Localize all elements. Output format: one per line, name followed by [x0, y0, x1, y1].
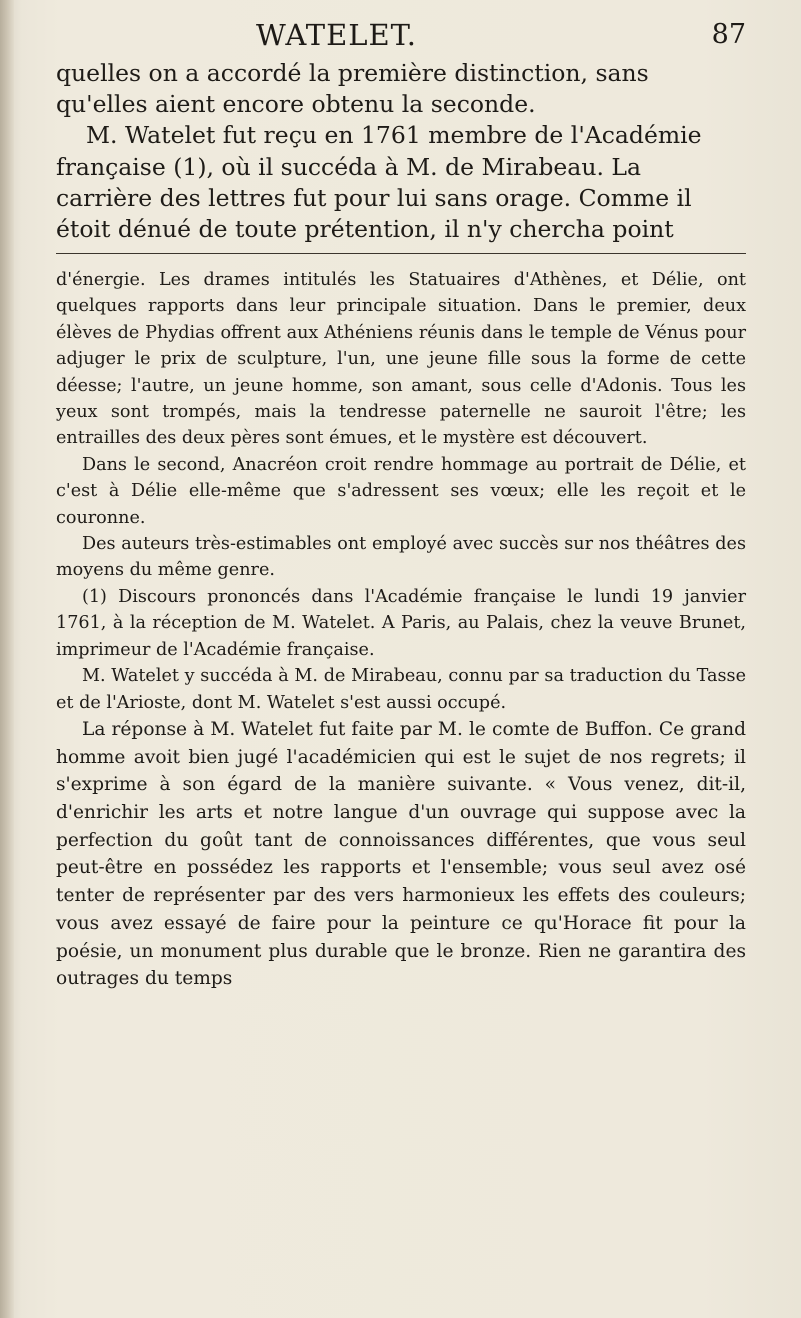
main-line: M. Watelet fut reçu en 1761 membre de l'Académie	[86, 121, 702, 150]
note-paragraph: Des auteurs très-estimables ont employé avec succès sur nos théâtres des moyens du même genre.	[56, 534, 746, 581]
footnote-paragraph: La réponse à M. Watelet fut faite par M. le comte de Buffon. Ce grand homme avoit bien jugé l'académicien qui est le sujet de nos regrets; il s'exprime à son égard de la manière suivante. « Vous venez, dit-il, d'enrichir les arts et notre langue d'un ouvrage qui suppose avec la perfection du goût tant de connoissances différentes, que vous seul peut-être en possédez les rapports et l'ensemble; vous seul avez osé tenter de représenter par des vers harmonieux les effets des couleurs; vous avez essayé de faire pour la peinture ce qu'Horace fit pour la poésie, un monument plus durable que le bronze. Rien ne garantira des outrages du temps	[56, 718, 746, 990]
footnote-paragraph: (1) Discours prononcés dans l'Académie française le lundi 19 janvier 1761, à la réception de M. Watelet. A Paris, au Palais, chez la veuve Brunet, imprimeur de l'Académie française.	[56, 586, 746, 660]
footnote-paragraph: M. Watelet y succéda à M. de Mirabeau, connu par sa traduction du Tasse et de l'Arioste, dont M. Watelet s'est aussi occupé.	[56, 666, 746, 713]
main-line: qu'elles aient encore obtenu la seconde.	[56, 90, 536, 119]
note-paragraph: d'énergie. Les drames intitulés les Statuaires d'Athènes, et Délie, ont quelques rapports dans leur principale situation. Dans le premier, deux élèves de Phydias offrent aux Athéniens réunis dans le temple de Vénus pour adjuger le prix de sculpture, l'un, une jeune fille sous la forme de cette déesse; l'autre, un jeune homme, son amant, sous celle d'Adonis. Tous les yeux sont trompés, mais la tendresse paternelle ne sauroit l'être; les entrailles des deux pères sont émues, et le mystère est découvert.	[56, 270, 746, 449]
main-line: quelles on a accordé la première distinction, sans	[56, 59, 649, 87]
footnote-rule	[56, 253, 746, 254]
main-text	[56, 58, 746, 245]
page-gutter	[0, 0, 14, 1318]
footnotes	[56, 267, 746, 993]
page-header	[56, 18, 746, 52]
page-number: 87	[711, 19, 746, 50]
main-line: étoit dénué de toute prétention, il n'y chercha point	[56, 215, 674, 244]
main-line: française (1), où il succéda à M. de Mirabeau. La	[56, 152, 642, 181]
running-head: WATELET.	[256, 18, 417, 52]
note-paragraph: Dans le second, Anacréon croit rendre hommage au portrait de Délie, et c'est à Délie elle-même que s'adressent ses vœux; elle les reçoit et le couronne.	[56, 454, 746, 528]
main-line: carrière des lettres fut pour lui sans orage. Comme il	[56, 183, 692, 212]
